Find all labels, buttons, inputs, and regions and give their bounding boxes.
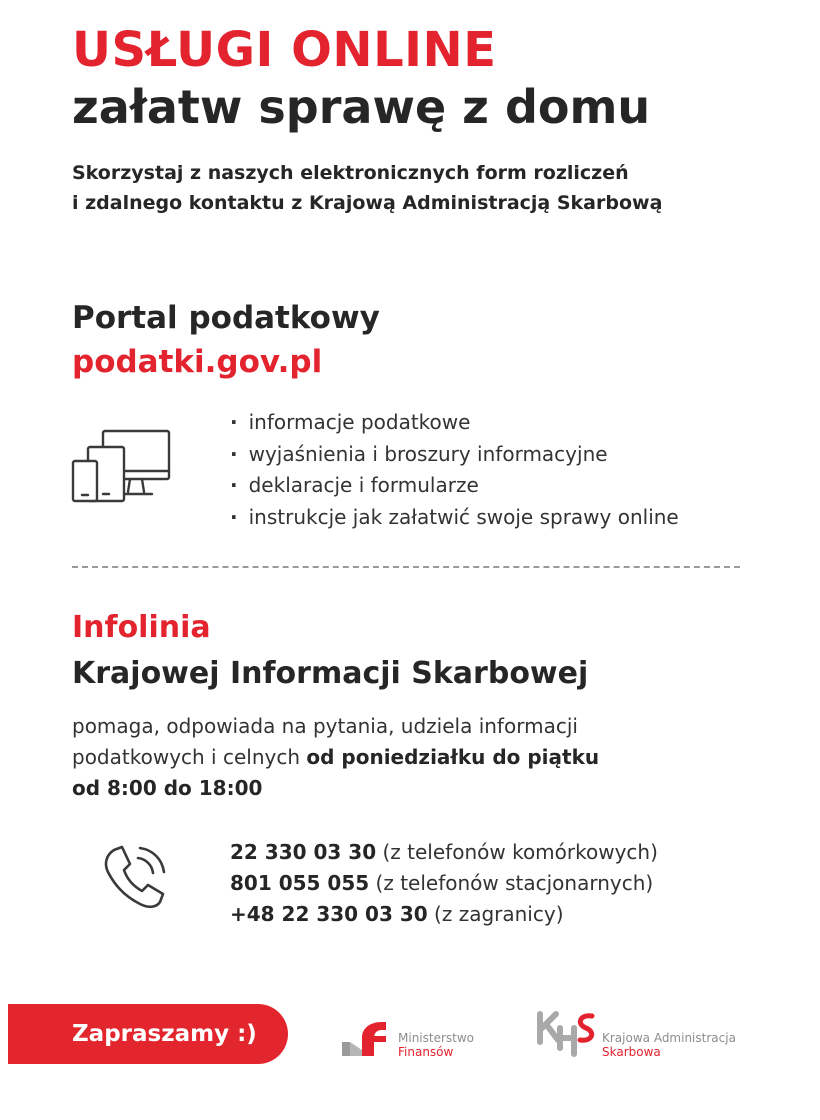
phone-number[interactable]: 22 330 03 30 (230, 840, 377, 864)
list-item: · instrukcje jak załatwić swoje sprawy online (230, 502, 679, 534)
phone-number[interactable]: +48 22 330 03 30 (230, 902, 428, 926)
infolinia-description (72, 711, 599, 804)
infolinia-subtitle: Krajowej Informacji Skarbowej (72, 656, 589, 691)
portal-url-link[interactable]: podatki.gov.pl (72, 344, 323, 380)
section-divider (72, 566, 740, 568)
kas-logo (534, 1008, 604, 1060)
headline-red: USŁUGI ONLINE (72, 22, 497, 78)
phone-note: (z telefonów komórkowych) (376, 840, 658, 864)
headline-dark: załatw sprawę z domu (72, 80, 651, 134)
opening-days: od poniedziałku do piątku (306, 745, 600, 769)
ministry-of-finance-text (398, 1031, 474, 1059)
phone-icon (100, 842, 168, 912)
mf-line-1: Ministerstwo (398, 1031, 475, 1045)
portal-title: Portal podatkowy (72, 300, 380, 336)
list-item: · wyjaśnienia i broszury informacyjne (230, 439, 679, 471)
devices-icon (70, 428, 174, 504)
phone-note: (z zagranicy) (427, 902, 564, 926)
phone-row (230, 899, 658, 930)
phone-row (230, 868, 658, 899)
subtitle-line-1: Skorzystaj z naszych elektronicznych form rozliczeń (72, 162, 629, 184)
description-text: podatkowych i celnych (72, 745, 307, 769)
portal-feature-list (230, 407, 679, 533)
list-item: · informacje podatkowe (230, 407, 679, 439)
phone-row (230, 837, 658, 868)
description-line-2 (72, 742, 599, 773)
mf-line-2: Finansów (398, 1045, 454, 1059)
opening-hours: od 8:00 do 18:00 (72, 776, 263, 800)
subtitle-line-2: i zdalnego kontaktu z Krajową Administracją Skarbową (72, 192, 663, 214)
phone-note: (z telefonów stacjonarnych) (369, 871, 654, 895)
phone-list (230, 837, 658, 930)
kas-line-1: Krajowa Administracja (602, 1031, 736, 1045)
description-line-3 (72, 773, 599, 804)
description-line-1: pomaga, odpowiada na pytania, udziela informacji (72, 714, 578, 738)
subtitle (72, 158, 662, 218)
kas-text (602, 1031, 736, 1059)
phone-number[interactable]: 801 055 055 (230, 871, 370, 895)
cta-banner: Zapraszamy :) (8, 1004, 288, 1064)
infolinia-title: Infolinia (72, 610, 211, 645)
kas-line-2: Skarbowa (602, 1045, 661, 1059)
list-item: · deklaracje i formularze (230, 470, 679, 502)
